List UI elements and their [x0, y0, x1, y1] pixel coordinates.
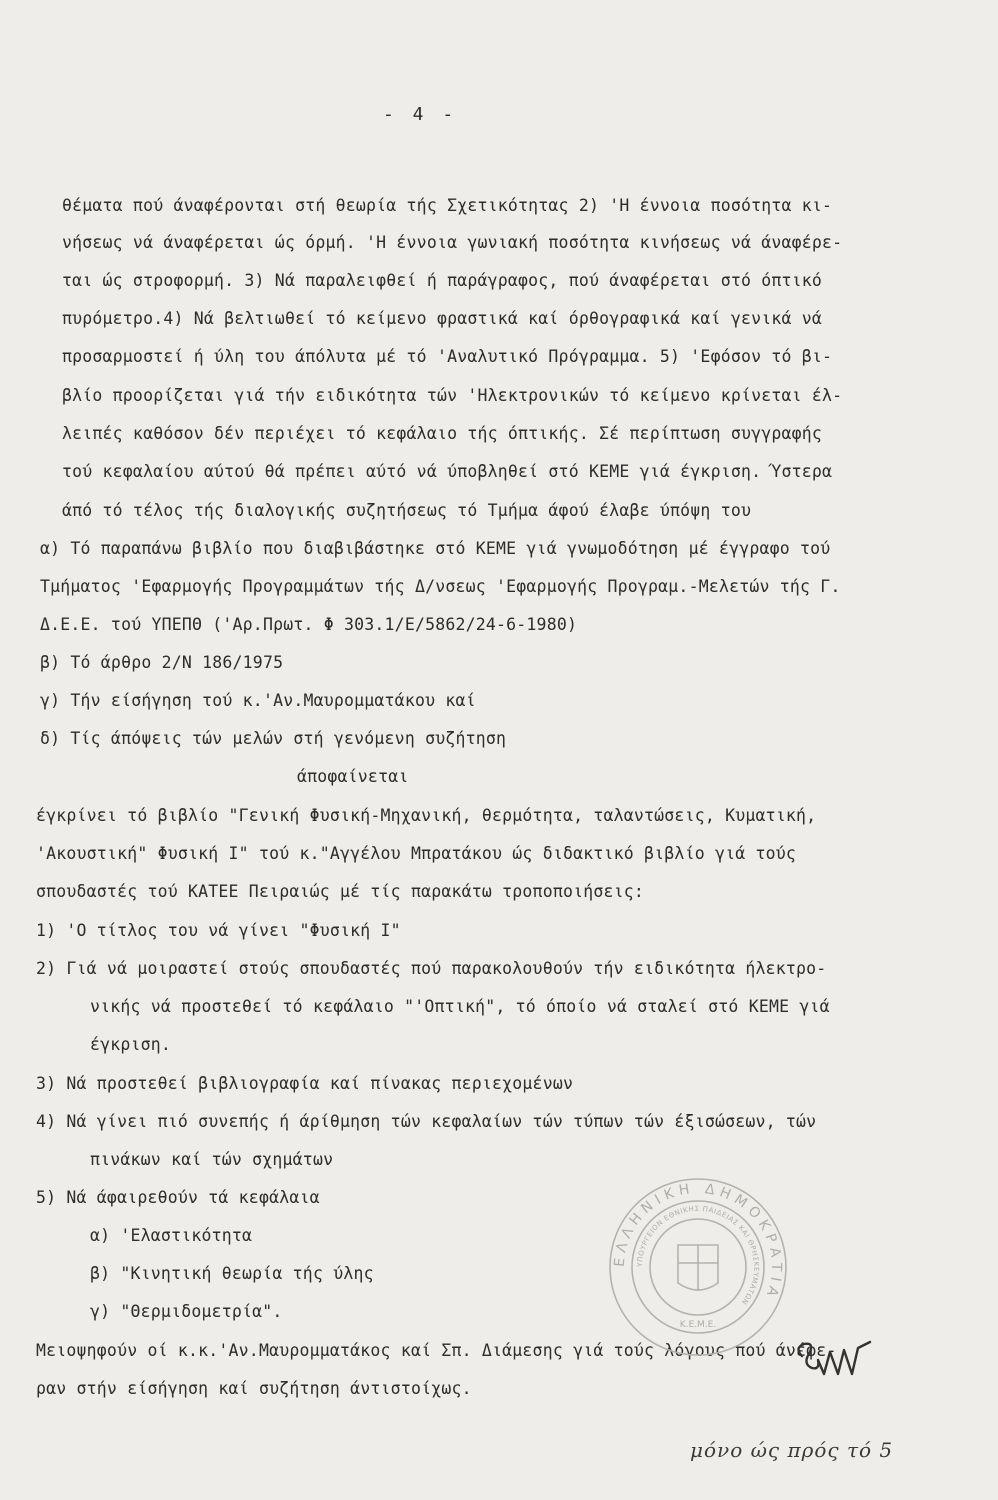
- body-line: 'Ακουστική" Φυσική Ι" τού κ."Αγγέλου Μπρατάκου ώς διδακτικό βιβλίο γιά τούς: [36, 844, 797, 863]
- body-line: ραν στήν είσήγηση καί συζήτηση άντιστοίχως.: [36, 1379, 472, 1398]
- handwritten-note: μόνο ώς πρός τό 5: [690, 1438, 894, 1462]
- body-line: νήσεως νά άναφέρεται ώς όρμή. 'Η έννοια γωνιακή ποσότητα κινήσεως νά άναφέρε-: [62, 233, 843, 252]
- seal-outer-text: ΕΛΛΗΝΙΚΗ ΔΗΜΟΚΡΑΤΙΑ: [611, 1180, 785, 1304]
- list-item-continuation: πινάκων καί τών σχημάτων: [90, 1150, 334, 1169]
- page-number: - 4 -: [383, 104, 458, 125]
- body-line: Μειοψηφούν οί κ.κ.'Αν.Μαυρομματάκος καί Σπ. Διάμεσης γιά τούς λόγους πού άνέφε-: [36, 1341, 837, 1360]
- body-line: Τμήματος 'Εφαρμογής Προγραμμάτων τής Δ/νσεως 'Εφαρμογής Προγραμ.-Μελετών τής Γ.: [40, 577, 841, 596]
- body-line: β) Τό άρθρο 2/Ν 186/1975: [40, 653, 284, 672]
- body-line: πυρόμετρο.4) Νά βελτιωθεί τό κείμενο φραστικά καί όρθογραφικά καί γενικά νά: [62, 309, 823, 328]
- list-item: 5) Νά άφαιρεθούν τά κεφάλαια: [36, 1188, 320, 1207]
- decision-heading: άποφαίνεται: [297, 767, 409, 786]
- body-line: λειπές καθόσον δέν περιέχει τό κεφάλαιο τής όπτικής. Σέ περίπτωση συγγραφής: [62, 424, 823, 443]
- seal-inner-text: ΥΠΟΥΡΓΕΙΟΝ ΕΘΝΙΚΗΣ ΠΑΙΔΕΙΑΣ ΚΑΙ ΘΡΗΣΚΕΥΜΑΤΩΝ: [635, 1204, 761, 1307]
- sub-list-item: α) 'Ελαστικότητα: [90, 1226, 253, 1245]
- list-item: 2) Γιά νά μοιραστεί στούς σπουδαστές πού παρακολουθούν τήν ειδικότητα ήλεκτρο-: [36, 959, 827, 978]
- list-item: 4) Νά γίνει πιό συνεπής ή άρίθμηση τών κεφαλαίων τών τύπων τών έξισώσεων, τών: [36, 1112, 817, 1131]
- body-line: δ) Τίς άπόψεις τών μελών στή γενόμενη συζήτηση: [40, 729, 507, 748]
- body-line: σπουδαστές τού ΚΑΤΕΕ Πειραιώς μέ τίς παρακάτω τροποποιήσεις:: [36, 882, 645, 901]
- handwritten-signature: [788, 1334, 878, 1380]
- body-line: γ) Τήν είσήγηση τού κ.'Αν.Μαυρομματάκου καί: [40, 691, 476, 710]
- body-line: θέματα πού άναφέρονται στή θεωρία τής Σχετικότητας 2) 'Η έννοια ποσότητα κι-: [62, 196, 833, 215]
- sub-list-item: γ) "Θερμιδομετρία".: [90, 1302, 283, 1321]
- list-item: 1) 'Ο τίτλος του νά γίνει "Φυσική Ι": [36, 921, 401, 940]
- body-line: τού κεφαλαίου αύτού θά πρέπει αύτό νά ύποβληθεί στό ΚΕΜΕ γιά έγκριση. Ύστερα: [62, 462, 833, 481]
- official-seal-stamp: [606, 1175, 790, 1359]
- seal-bottom-text: Κ.Ε.Μ.Ε.: [679, 1320, 717, 1330]
- body-line: Δ.Ε.Ε. τού ΥΠΕΠΘ ('Αρ.Πρωτ. Φ 303.1/Ε/5862/24-6-1980): [40, 615, 578, 634]
- body-line: βλίο προορίζεται γιά τήν ειδικότητα τών 'Ηλεκτρονικών τό κείμενο κρίνεται έλ-: [62, 386, 843, 405]
- list-item: 3) Νά προστεθεί βιβλιογραφία καί πίνακας περιεχομένων: [36, 1074, 574, 1093]
- body-line: έγκρίνει τό βιβλίο "Γενική Φυσική-Μηχανική, θερμότητα, ταλαντώσεις, Κυματική,: [36, 806, 817, 825]
- body-line: άπό τό τέλος τής διαλογικής συζητήσεως τό Τμήμα άφού έλαβε ύπόψη του: [62, 501, 752, 520]
- body-line: ται ώς στροφορμή. 3) Νά παραλειφθεί ή παράγραφος, πού άναφέρεται στό όπτικό: [62, 271, 823, 290]
- list-item-continuation: νικής νά προστεθεί τό κεφάλαιο "'Οπτική", τό όποίο νά σταλεί στό ΚΕΜΕ γιά: [90, 997, 830, 1016]
- body-line: προσαρμοστεί ή ύλη του άπόλυτα μέ τό 'Αναλυτικό Πρόγραμμα. 5) 'Εφόσον τό βι-: [62, 347, 833, 366]
- sub-list-item: β) "Κινητική θεωρία τής ύλης: [90, 1264, 374, 1283]
- list-item-continuation: έγκριση.: [90, 1035, 172, 1054]
- body-line: α) Τό παραπάνω βιβλίο που διαβιβάστηκε στό ΚΕΜΕ γιά γνωμοδότηση μέ έγγραφο τού: [40, 539, 831, 558]
